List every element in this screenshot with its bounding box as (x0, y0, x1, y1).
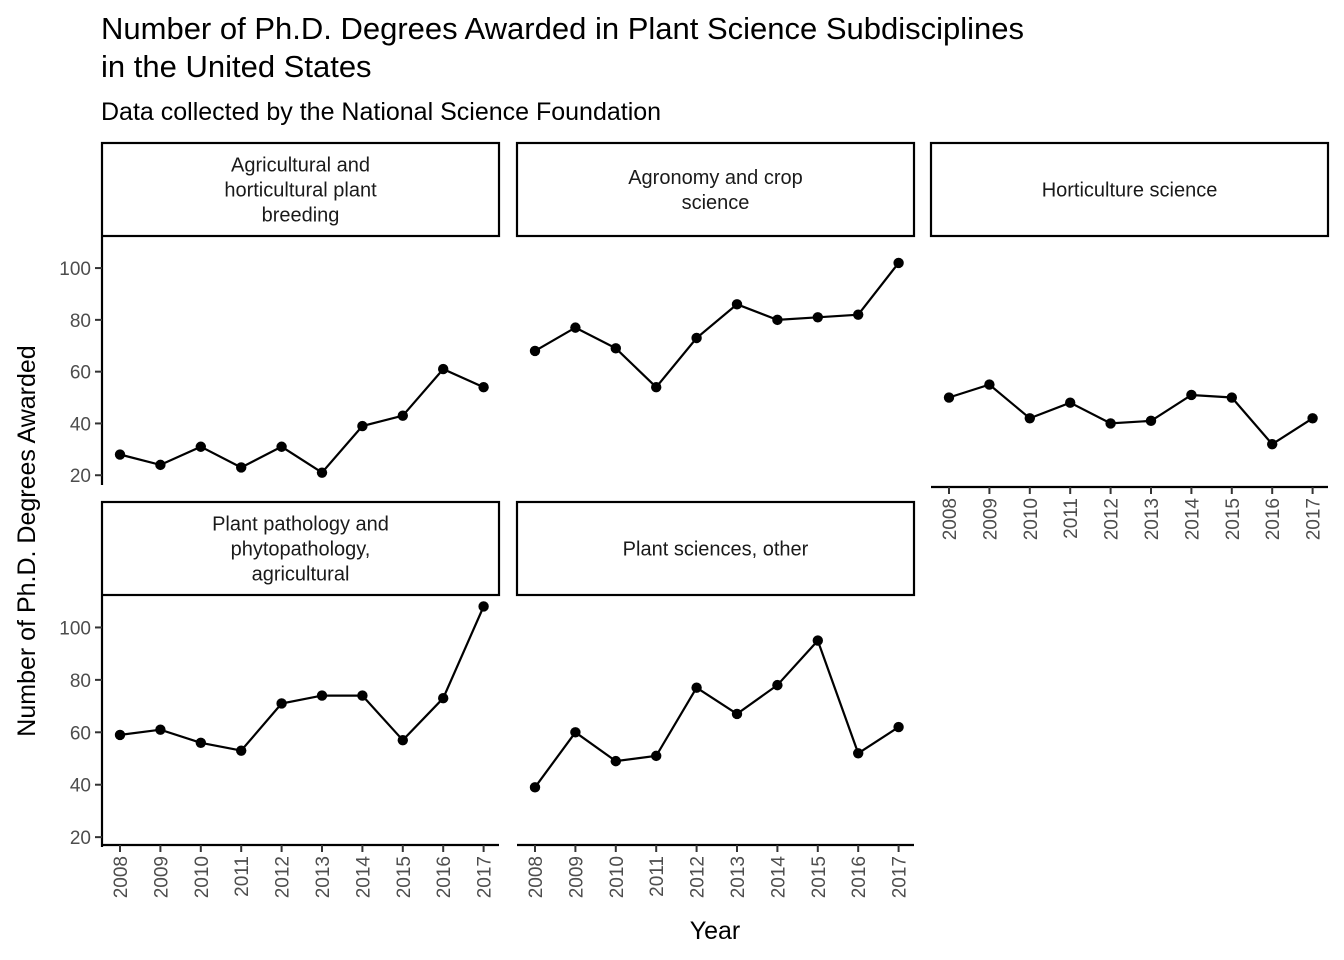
facet-strip-label: phytopathology, (230, 538, 371, 561)
data-point (772, 680, 782, 690)
facet-horticulture-science (931, 143, 1328, 540)
data-point (570, 322, 580, 332)
data-point (530, 346, 540, 356)
y-tick-label: 20 (69, 466, 91, 488)
x-tick-label: 2017 (1303, 498, 1325, 541)
x-tick-label: 2014 (768, 856, 790, 899)
chart-title-line-1: Number of Ph.D. Degrees Awarded in Plant Science Subdisciplines (101, 11, 1025, 46)
data-point (438, 693, 448, 703)
x-tick-label: 2016 (849, 856, 871, 899)
data-point (611, 343, 621, 353)
data-point (984, 379, 994, 389)
y-tick-label: 80 (69, 670, 91, 692)
data-point (196, 442, 206, 452)
x-tick-label: 2011 (232, 856, 254, 897)
data-point (893, 722, 903, 732)
y-tick-label: 80 (69, 310, 91, 332)
x-tick-label: 2013 (313, 856, 334, 899)
data-point (611, 756, 621, 766)
data-point (651, 382, 661, 392)
series-line (949, 385, 1313, 445)
facet-panels (59, 143, 1328, 898)
x-tick-label: 2010 (191, 856, 213, 899)
data-point (196, 738, 206, 748)
x-tick-label: 2010 (1020, 498, 1042, 541)
data-point (317, 690, 327, 700)
facet-strip-label: agricultural (251, 563, 350, 586)
facet-agricultural-and-horticultural-plant-breeding (59, 143, 499, 487)
data-point (1065, 398, 1075, 408)
x-tick-label: 2012 (1101, 498, 1123, 541)
data-point (732, 709, 742, 719)
facet-strip-label: Plant pathology and (212, 513, 389, 536)
data-point (1267, 439, 1277, 449)
data-point (691, 333, 701, 343)
data-point (1025, 413, 1035, 423)
x-tick-label: 2011 (1061, 498, 1083, 539)
facet-plant-pathology-and-phytopathology-agricultural (59, 502, 499, 898)
x-tick-label: 2017 (889, 856, 911, 899)
y-tick-label: 40 (69, 414, 91, 436)
data-point (115, 449, 125, 459)
data-point (530, 782, 540, 792)
x-tick-label: 2009 (980, 498, 1002, 541)
data-point (732, 299, 742, 309)
x-axis-title: Year (689, 917, 741, 945)
x-tick-label: 2012 (687, 856, 709, 899)
x-tick-label: 2016 (434, 856, 456, 899)
data-point (813, 312, 823, 322)
data-point (893, 258, 903, 268)
data-point (398, 410, 408, 420)
y-tick-label: 60 (69, 362, 91, 384)
data-point (155, 724, 165, 734)
facet-agronomy-and-crop-science (517, 143, 914, 392)
facet-plant-sciences-other (517, 502, 914, 898)
x-tick-label: 2015 (1222, 498, 1244, 541)
data-point (155, 460, 165, 470)
data-point (1105, 418, 1115, 428)
x-tick-label: 2010 (606, 856, 628, 899)
data-point (357, 421, 367, 431)
x-tick-label: 2009 (151, 856, 173, 899)
x-tick-label: 2013 (728, 856, 749, 899)
x-tick-label: 2011 (647, 856, 669, 897)
y-tick-label: 60 (69, 723, 91, 745)
series-line (535, 641, 899, 788)
x-tick-label: 2008 (111, 856, 132, 899)
data-point (772, 315, 782, 325)
x-tick-label: 2017 (474, 856, 496, 899)
facet-strip-label: Agronomy and crop (628, 167, 803, 189)
data-point (853, 748, 863, 758)
data-point (398, 735, 408, 745)
series-line (535, 263, 899, 387)
data-point (438, 364, 448, 374)
y-tick-label: 100 (59, 259, 91, 281)
x-tick-label: 2009 (566, 856, 588, 899)
y-tick-label: 20 (69, 828, 91, 850)
data-point (276, 698, 286, 708)
series-line (120, 369, 484, 473)
data-point (357, 690, 367, 700)
x-tick-label: 2016 (1263, 498, 1285, 541)
data-point (1186, 390, 1196, 400)
x-tick-label: 2014 (353, 856, 375, 899)
chart-title-line-2: in the United States (101, 49, 372, 84)
data-point (115, 730, 125, 740)
x-tick-label: 2015 (808, 856, 830, 899)
data-point (478, 382, 488, 392)
facet-strip-label: Horticulture science (1041, 179, 1218, 202)
data-point (236, 745, 246, 755)
data-point (1227, 392, 1237, 402)
series-line (120, 607, 484, 751)
y-tick-label: 40 (69, 775, 91, 797)
x-tick-label: 2008 (940, 498, 961, 541)
data-point (317, 467, 327, 477)
x-tick-label: 2014 (1182, 498, 1204, 541)
data-point (478, 601, 488, 611)
x-tick-label: 2008 (526, 856, 547, 899)
facet-strip-label: breeding (261, 204, 340, 227)
facet-strip-label: horticultural plant (224, 179, 377, 202)
x-tick-label: 2013 (1142, 498, 1163, 541)
x-tick-label: 2012 (272, 856, 294, 899)
y-tick-label: 100 (59, 618, 91, 640)
data-point (570, 727, 580, 737)
data-point (651, 751, 661, 761)
facet-strip (517, 143, 914, 236)
data-point (813, 635, 823, 645)
chart-subtitle: Data collected by the National Science Foundation (101, 98, 662, 126)
y-axis-title: Number of Ph.D. Degrees Awarded (13, 345, 41, 737)
x-tick-label: 2015 (393, 856, 415, 899)
data-point (944, 392, 954, 402)
data-point (1307, 413, 1317, 423)
facet-strip-label: science (681, 192, 750, 214)
data-point (276, 442, 286, 452)
data-point (853, 309, 863, 319)
facet-strip-label: Agricultural and (231, 154, 370, 177)
data-point (236, 462, 246, 472)
facet-strip-label: Plant sciences, other (622, 538, 809, 561)
data-point (1146, 416, 1156, 426)
data-point (691, 683, 701, 693)
